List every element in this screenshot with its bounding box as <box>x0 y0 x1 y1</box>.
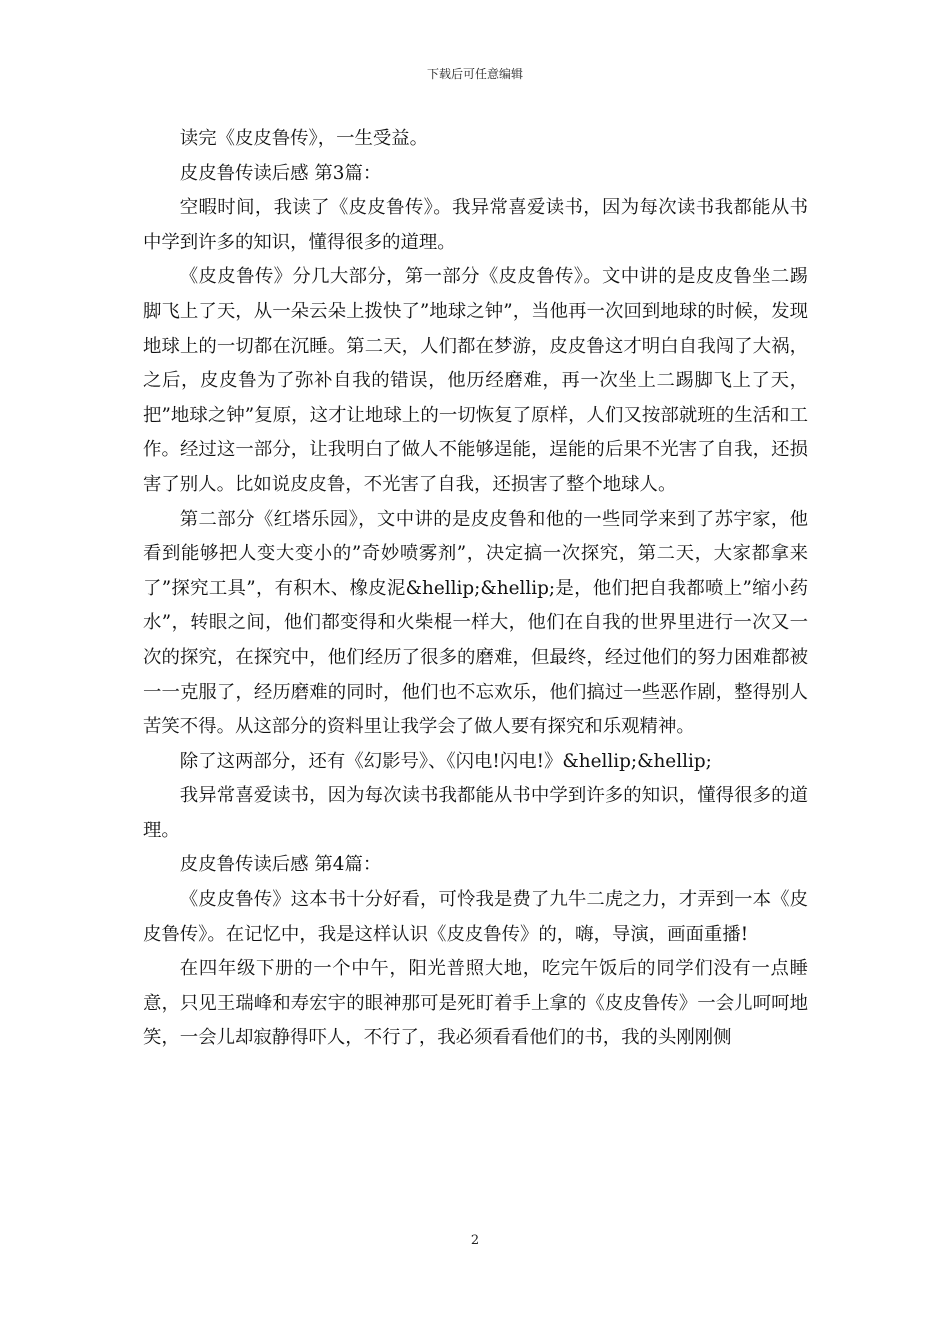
paragraph: 除了这两部分，还有《幻影号》、《闪电!闪电!》&hellip;&hellip; <box>179 750 712 772</box>
paragraph: 在四年级下册的一个中午，阳光普照大地，吃完午饭后的同学们没有一点睡意，只见王瑞峰和寿宏宇的眼神那可是死盯着手上拿的《皮皮鲁传》一会儿呵呵地笑，一会儿却寂静得吓人，不行了，我必须看看他们的书，我的头刚刚侧 <box>143 958 808 1049</box>
document-body <box>143 122 808 1056</box>
paragraph: 《皮皮鲁传》分几大部分，第一部分《皮皮鲁传》。文中讲的是皮皮鲁坐二踢脚飞上了天，从一朵云朵上拨快了”地球之钟”，当他再一次回到地球的时候，发现地球上的一切都在沉睡。第二天，人们都在梦游，皮皮鲁这才明白自我闯了大祸，之后，皮皮鲁为了弥补自我的错误，他历经磨难，再一次坐上二踢脚飞上了天，把”地球之钟”复原，这才让地球上的一切恢复了原样，人们又按部就班的生活和工作。经过这一部分，让我明白了做人不能够逞能，逞能的后果不光害了自我，还损害了别人。比如说皮皮鲁，不光害了自我，还损害了整个地球人。 <box>143 266 808 495</box>
paragraph: 第二部分《红塔乐园》，文中讲的是皮皮鲁和他的一些同学来到了苏宇家，他看到能够把人变大变小的”奇妙喷雾剂”，决定搞一次探究，第二天，大家都拿来了”探究工具”，有积木、橡皮泥&hellip;&hellip;是，他们把自我都喷上”缩小药水”，转眼之间，他们都变得和火柴棍一样大，他们在自我的世界里进行一次又一次的探究，在探究中，他们经历了很多的磨难，但最终，经过他们的努力困难都被一一克服了，经历磨难的同时，他们也不忘欢乐，他们搞过一些恶作剧，整得别人苦笑不得。从这部分的资料里让我学会了做人要有探究和乐观精神。 <box>143 508 808 738</box>
page-header: 下载后可任意编辑 <box>426 67 523 81</box>
paragraph: 空暇时间，我读了《皮皮鲁传》。我异常喜爱读书，因为每次读书我都能从书中学到许多的知识，懂得很多的道理。 <box>143 197 808 253</box>
page-number: 2 <box>470 1233 480 1248</box>
paragraph: 读完《皮皮鲁传》，一生受益。 <box>179 128 429 149</box>
paragraph: 我异常喜爱读书，因为每次读书我都能从书中学到许多的知识，懂得很多的道理。 <box>143 785 808 841</box>
section-heading: 皮皮鲁传读后感 第4篇： <box>179 854 382 876</box>
section-heading: 皮皮鲁传读后感 第3篇： <box>179 162 382 184</box>
paragraph: 《皮皮鲁传》这本书十分好看，可怜我是费了九牛二虎之力，才弄到一本《皮皮鲁传》。在记忆中，我是这样认识《皮皮鲁传》的，嗨，导演，画面重播! <box>143 889 808 945</box>
